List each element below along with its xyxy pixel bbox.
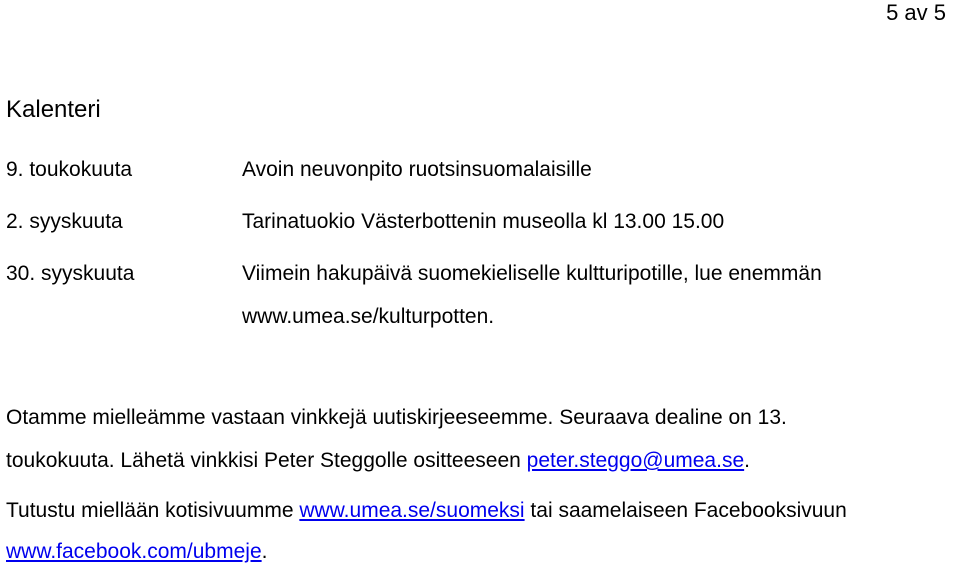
- event-text: Avoin neuvonpito ruotsinsuomalaisille: [242, 158, 592, 181]
- website-link[interactable]: www.umea.se/suomeksi: [299, 499, 525, 522]
- footer-line: [6, 539, 267, 565]
- calendar-heading: Kalenteri: [6, 96, 101, 123]
- newsletter-text: toukokuuta. Lähetä vinkkisi Peter Steggolle ositteeseen: [6, 449, 527, 472]
- event-text: Tarinatuokio Västerbottenin museolla kl 13.00 15.00: [242, 210, 725, 233]
- newsletter-punct: .: [744, 449, 750, 472]
- event-date: 2. syyskuuta: [6, 210, 123, 233]
- event-text: Viimein hakupäivä suomekieliselle kultturipotille, lue enemmän: [242, 262, 822, 285]
- newsletter-line: Otamme mielleämme vastaan vinkkejä uutiskirjeeseemme. Seuraava dealine on 13.: [6, 406, 787, 429]
- footer-text: Tutustu miellään kotisivuumme: [6, 499, 300, 522]
- footer-line: [6, 498, 847, 524]
- footer-punct: .: [261, 540, 268, 563]
- event-text-continuation: www.umea.se/kulturpotten.: [242, 305, 495, 328]
- email-link[interactable]: peter.steggo@umea.se: [526, 449, 745, 472]
- footer-text: tai saamelaiseen Facebooksivuun: [524, 499, 847, 522]
- facebook-link[interactable]: www.facebook.com/ubmeje: [6, 540, 262, 563]
- event-date: 30. syyskuuta: [6, 262, 135, 285]
- event-date: 9. toukokuuta: [6, 158, 133, 181]
- newsletter-line: [6, 448, 750, 474]
- page-number: 5 av 5: [886, 0, 946, 25]
